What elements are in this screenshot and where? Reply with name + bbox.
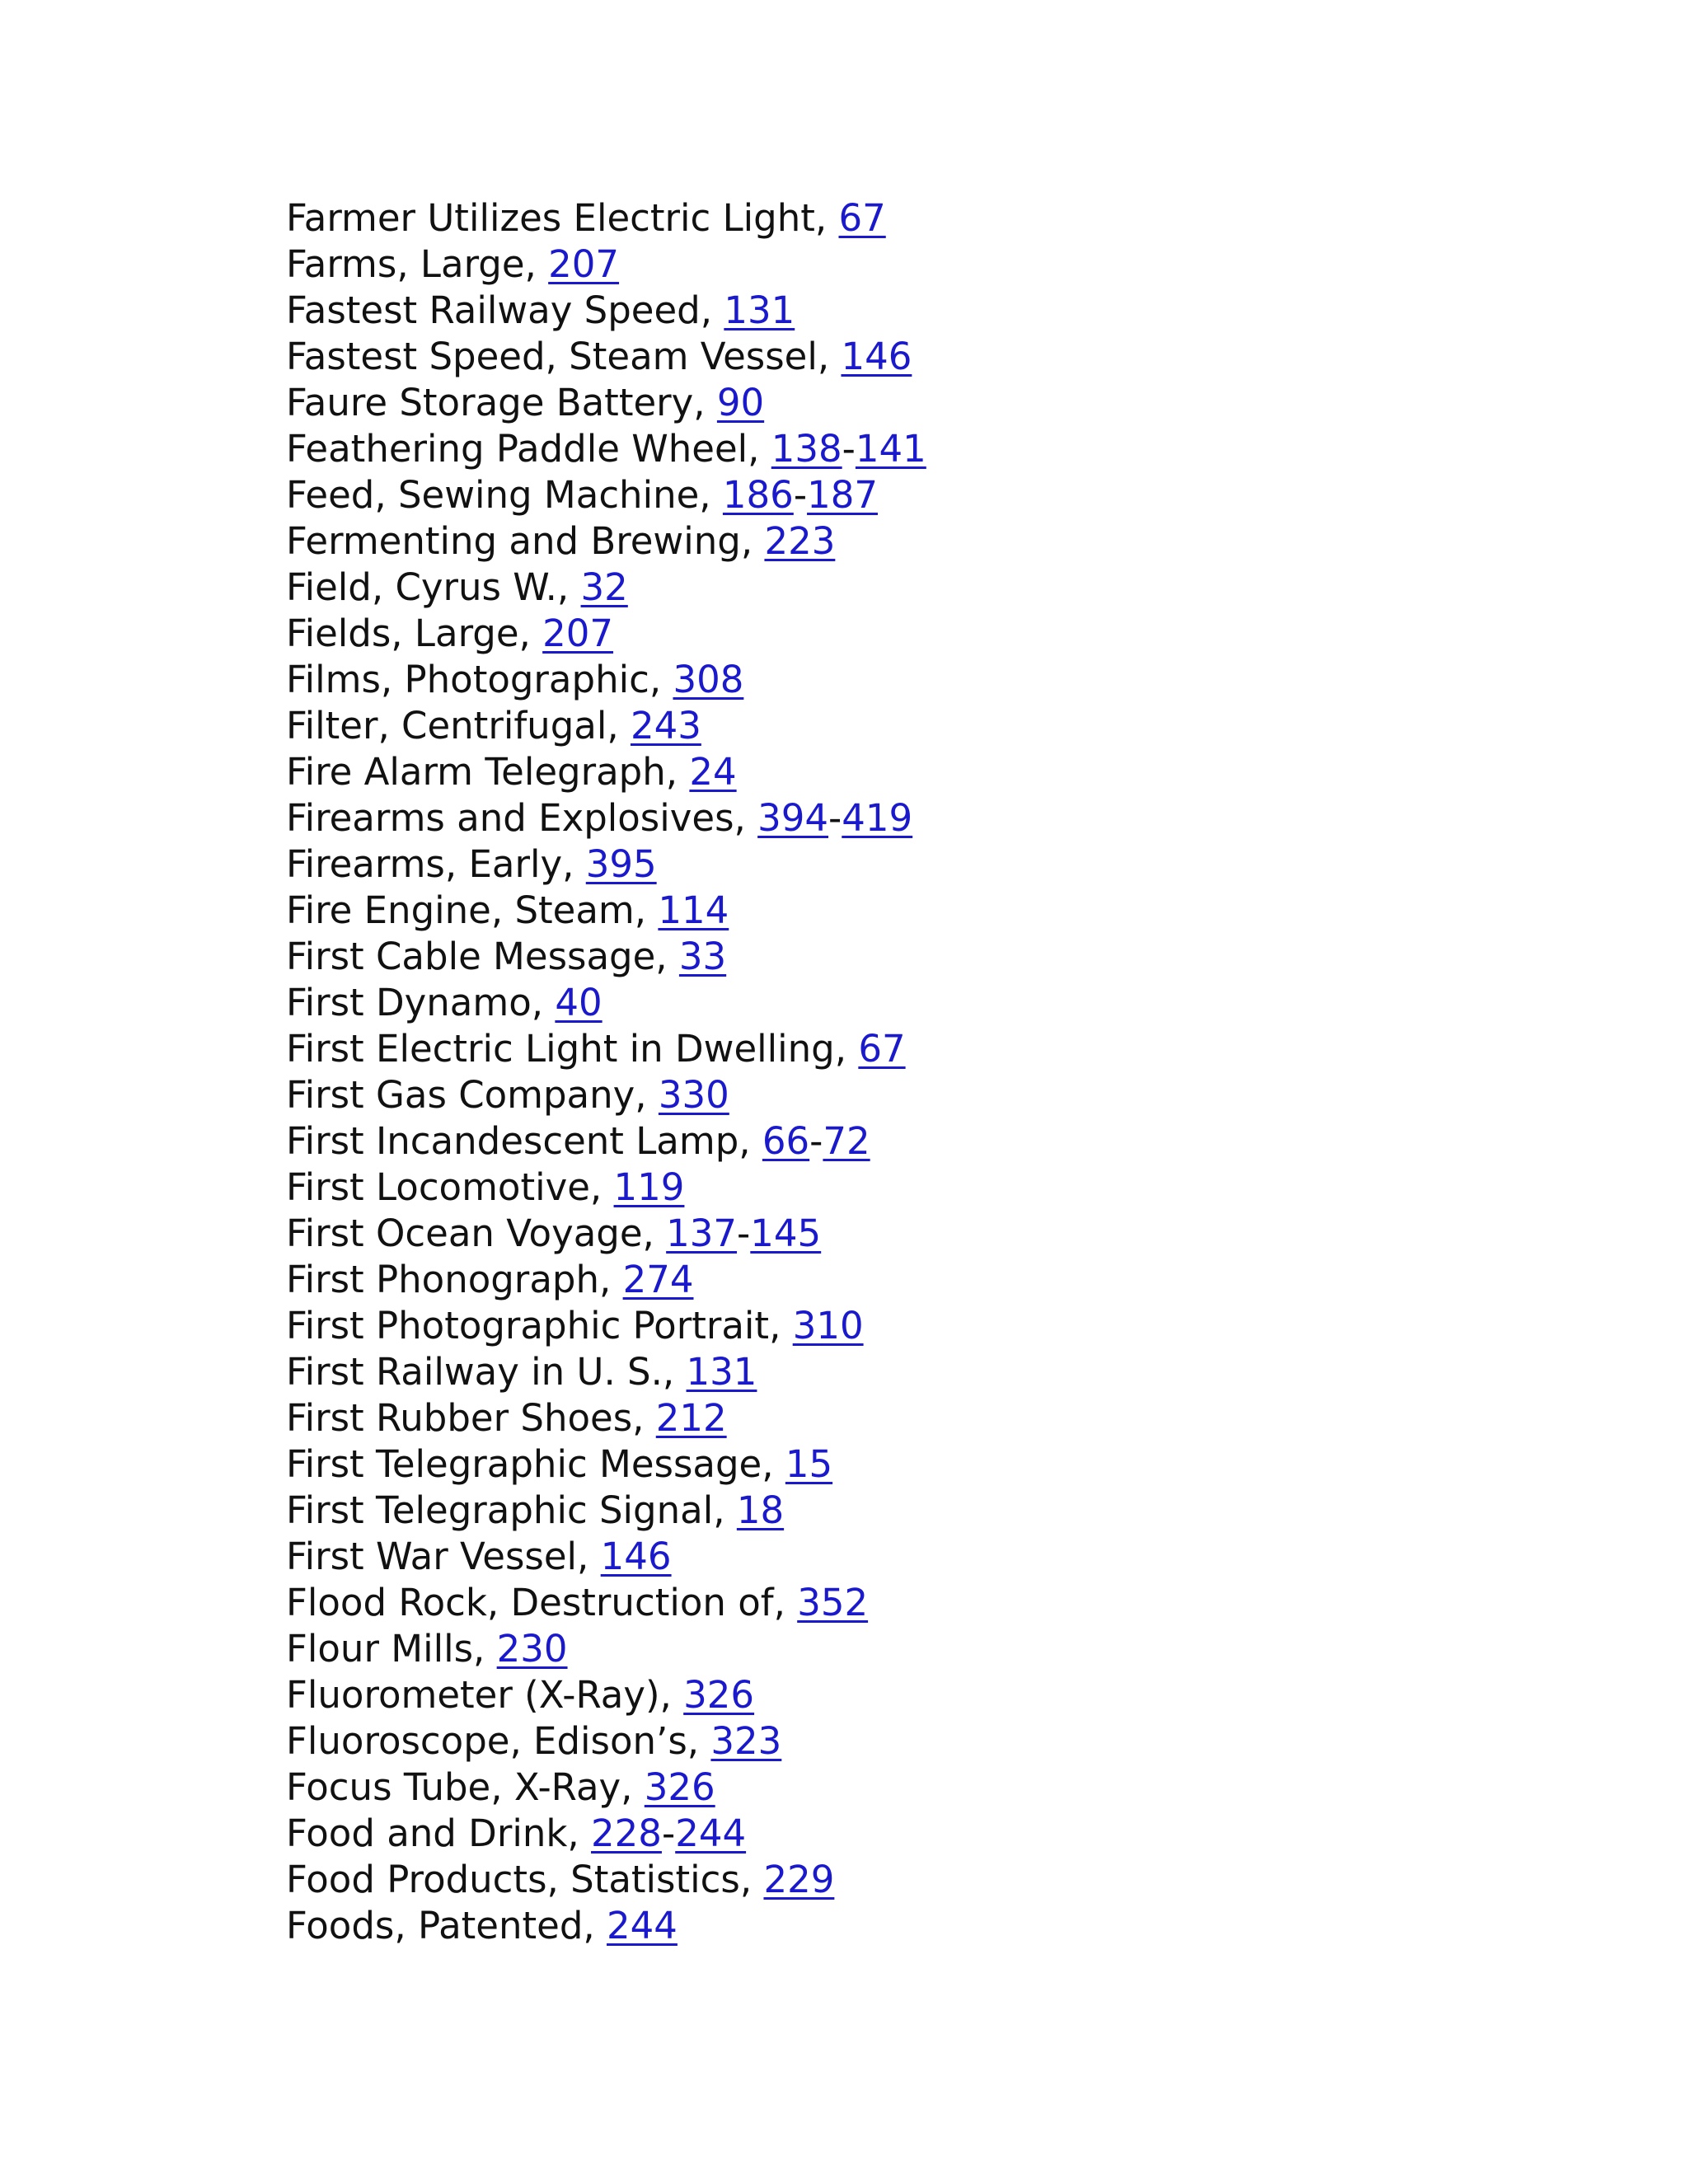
page-link[interactable]: 40: [555, 981, 603, 1024]
entry-term: First Phonograph,: [286, 1258, 623, 1301]
page-link[interactable]: 352: [797, 1581, 869, 1624]
entry-term: First Telegraphic Signal,: [286, 1488, 737, 1532]
index-entry: [286, 518, 926, 565]
page-link[interactable]: 228: [591, 1811, 662, 1855]
entry-term: Flour Mills,: [286, 1627, 497, 1671]
entry-term: Fermenting and Brewing,: [286, 519, 765, 563]
entry-term: Farms, Large,: [286, 242, 549, 286]
index-entry: [286, 1811, 926, 1857]
page-link[interactable]: 138: [771, 427, 842, 471]
entry-term: Fluorometer (X-Ray),: [286, 1673, 684, 1717]
entry-term: Fire Alarm Telegraph,: [286, 750, 690, 794]
entry-term: Firearms and Explosives,: [286, 796, 758, 840]
index-entry: [286, 980, 926, 1026]
entry-term: Fastest Speed, Steam Vessel,: [286, 335, 842, 378]
page-link[interactable]: 310: [792, 1304, 864, 1347]
entry-term: Fields, Large,: [286, 612, 543, 655]
index-entry: [286, 241, 926, 288]
entry-term: First Ocean Voyage,: [286, 1212, 667, 1255]
index-entry: [286, 1026, 926, 1072]
index-entry: [286, 565, 926, 611]
page-link[interactable]: 114: [658, 888, 729, 932]
page-link[interactable]: 244: [607, 1904, 678, 1947]
index-entry: [286, 380, 926, 426]
entry-term: First Rubber Shoes,: [286, 1396, 656, 1440]
page-range-separator: -: [661, 1811, 676, 1855]
page-range-separator: -: [828, 796, 842, 840]
entry-term: Feathering Paddle Wheel,: [286, 427, 771, 471]
entry-term: Farmer Utilizes Electric Light,: [286, 196, 839, 240]
page-link[interactable]: 15: [785, 1442, 833, 1486]
entry-term: First Telegraphic Message,: [286, 1442, 785, 1486]
entry-term: Fire Engine, Steam,: [286, 888, 659, 932]
page-link[interactable]: 146: [600, 1535, 672, 1578]
entry-term: First Gas Company,: [286, 1073, 659, 1117]
entry-term: First Cable Message,: [286, 935, 679, 978]
page-link[interactable]: 230: [496, 1627, 568, 1671]
index-entry: [286, 749, 926, 795]
page-link[interactable]: 223: [764, 519, 836, 563]
entry-term: First Railway in U. S.,: [286, 1350, 687, 1394]
index-entry: [286, 1118, 926, 1165]
page-link[interactable]: 323: [710, 1719, 782, 1763]
page-link[interactable]: 212: [655, 1396, 727, 1440]
index-entry: [286, 1072, 926, 1118]
entry-term: Food and Drink,: [286, 1811, 592, 1855]
entry-term: Food Products, Statistics,: [286, 1858, 764, 1901]
page-link[interactable]: 395: [585, 842, 657, 886]
page-link[interactable]: 330: [658, 1073, 729, 1117]
page-link[interactable]: 67: [838, 196, 886, 240]
page-link[interactable]: 186: [722, 473, 794, 517]
page-link[interactable]: 137: [666, 1212, 738, 1255]
index-entry: [286, 611, 926, 657]
entry-term: Fastest Railway Speed,: [286, 288, 724, 332]
index-entry: [286, 934, 926, 980]
index-entry: [286, 703, 926, 749]
page-link[interactable]: 145: [750, 1212, 822, 1255]
index-entry: [286, 888, 926, 934]
entry-term: First Incandescent Lamp,: [286, 1119, 762, 1163]
page-link[interactable]: 33: [678, 935, 727, 978]
entry-term: Filter, Centrifugal,: [286, 704, 631, 748]
page-range-separator: -: [793, 473, 808, 517]
page-link[interactable]: 67: [858, 1027, 906, 1071]
index-entry: [286, 1303, 926, 1349]
page-link[interactable]: 146: [841, 335, 912, 378]
page-link[interactable]: 131: [724, 288, 795, 332]
index-entry: [286, 1903, 926, 1949]
page-link[interactable]: 24: [689, 750, 737, 794]
entry-term: Flood Rock, Destruction of,: [286, 1581, 798, 1624]
index-entry: [286, 1395, 926, 1441]
index-entry: [286, 1211, 926, 1257]
index-entry: [286, 657, 926, 703]
page-link[interactable]: 18: [736, 1488, 785, 1532]
page-link[interactable]: 66: [762, 1119, 810, 1163]
index-entry: [286, 795, 926, 841]
entry-term: Foods, Patented,: [286, 1904, 607, 1947]
index-entry: [286, 426, 926, 472]
page-link[interactable]: 326: [644, 1765, 715, 1809]
index-entry: [286, 1441, 926, 1488]
page-link[interactable]: 72: [823, 1119, 870, 1163]
entry-term: Field, Cyrus W.,: [286, 565, 581, 609]
index-entry: [286, 841, 926, 888]
page-link[interactable]: 119: [613, 1165, 685, 1209]
page-link[interactable]: 274: [622, 1258, 694, 1301]
index-entry: [286, 1488, 926, 1534]
page-link[interactable]: 207: [542, 612, 614, 655]
entry-term: First Locomotive,: [286, 1165, 614, 1209]
entry-term: Firearms, Early,: [286, 842, 586, 886]
page-range-separator: -: [809, 1119, 823, 1163]
entry-term: Feed, Sewing Machine,: [286, 473, 723, 517]
page-range-separator: -: [737, 1212, 751, 1255]
index-entry: [286, 1165, 926, 1211]
index-entry: [286, 1857, 926, 1903]
entry-term: Faure Storage Battery,: [286, 381, 717, 424]
entry-term: First Photographic Portrait,: [286, 1304, 793, 1347]
index-entry: [286, 1257, 926, 1303]
page-link[interactable]: 229: [763, 1858, 835, 1901]
index-entry: [286, 1534, 926, 1580]
page-link[interactable]: 90: [716, 381, 765, 424]
entry-term: Fluoroscope, Edison’s,: [286, 1719, 711, 1763]
index-entry: [286, 1580, 926, 1626]
page-link[interactable]: 326: [683, 1673, 755, 1717]
index-entry: [286, 1349, 926, 1395]
index-entry: [286, 288, 926, 334]
index-entry: [286, 1626, 926, 1672]
index-entry: [286, 472, 926, 518]
index-entry: [286, 334, 926, 380]
page-link[interactable]: 187: [807, 473, 878, 517]
page-link[interactable]: 207: [548, 242, 620, 286]
page-link[interactable]: 419: [842, 796, 913, 840]
page-link[interactable]: 394: [757, 796, 829, 840]
page-range-separator: -: [842, 427, 856, 471]
entry-term: Focus Tube, X-Ray,: [286, 1765, 645, 1809]
page-link[interactable]: 131: [686, 1350, 757, 1394]
index-list: [286, 195, 926, 1949]
page-link[interactable]: 308: [673, 658, 744, 701]
index-entry: [286, 195, 926, 241]
index-entry: [286, 1672, 926, 1718]
page-link[interactable]: 243: [630, 704, 701, 748]
page-link[interactable]: 244: [675, 1811, 747, 1855]
index-entry: [286, 1765, 926, 1811]
entry-term: Films, Photographic,: [286, 658, 673, 701]
page-link[interactable]: 141: [855, 427, 926, 471]
index-entry: [286, 1718, 926, 1765]
entry-term: First War Vessel,: [286, 1535, 601, 1578]
page-link[interactable]: 32: [580, 565, 628, 609]
entry-term: First Electric Light in Dwelling,: [286, 1027, 859, 1071]
entry-term: First Dynamo,: [286, 981, 556, 1024]
